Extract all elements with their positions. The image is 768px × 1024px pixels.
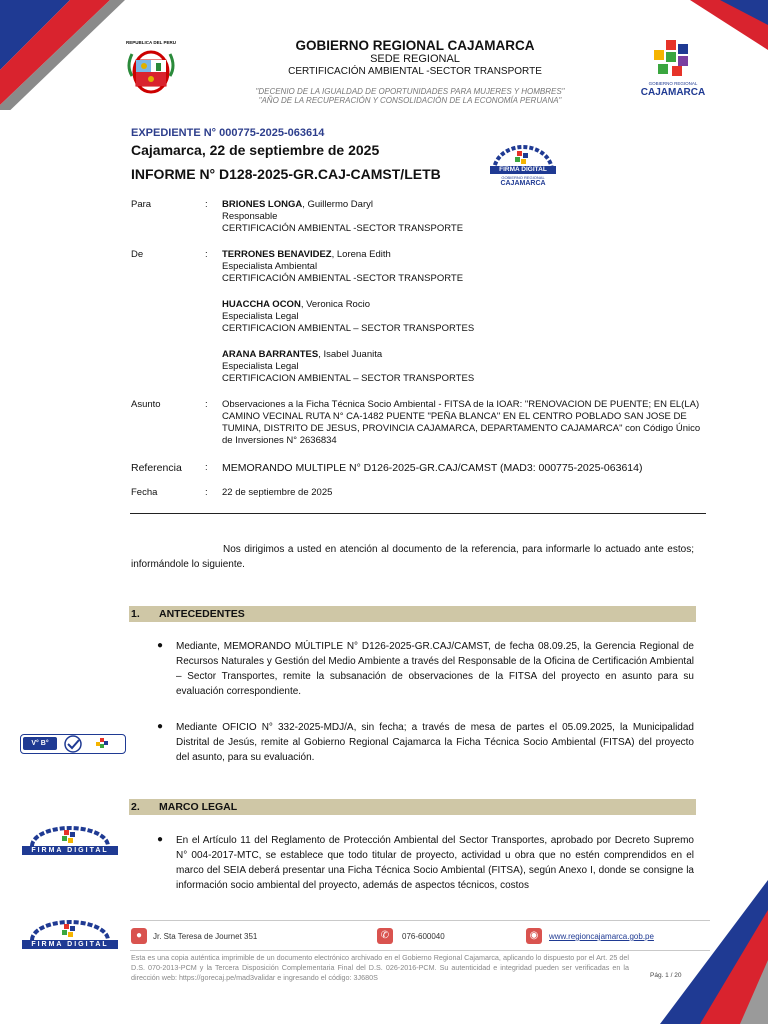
de3-role: Especialista Legal [222, 361, 299, 372]
city-date: Cajamarca, 22 de septiembre de 2025 [131, 142, 380, 158]
de3-office: CERTIFICACION AMBIENTAL – SECTOR TRANSPORTES [222, 373, 475, 384]
peru-logo-text: REPUBLICA DEL PERU [125, 40, 176, 45]
de1-name: TERRONES BENAVIDEZ [222, 249, 332, 260]
peru-coat-of-arms-logo [120, 36, 182, 98]
de-block-1 [222, 249, 712, 285]
firma-side-label: FIRMA DIGITAL [31, 847, 109, 854]
para-given: , Guillermo Daryl [302, 199, 373, 210]
de3-name: ARANA BARRANTES [222, 349, 319, 360]
de-block-2 [222, 299, 712, 335]
de-block-3 [222, 349, 712, 385]
header-office: CERTIFICACIÓN AMBIENTAL -SECTOR TRANSPORTE [288, 66, 542, 77]
de2-given: , Veronica Rocio [300, 299, 370, 310]
firma-badge-label: FIRMA DIGITAL [499, 166, 547, 173]
location-pin-icon: ● [131, 928, 147, 944]
footer-website-link[interactable]: www.regioncajamarca.gob.pe [549, 932, 654, 941]
firma-digital-badge [486, 141, 560, 193]
asunto-colon: : [205, 399, 208, 410]
bullet-icon: ● [157, 834, 164, 845]
de2-role: Especialista Legal [222, 311, 299, 322]
de3-given: , Isabel Juanita [318, 349, 383, 360]
para-office: CERTIFICACIÓN AMBIENTAL -SECTOR TRANSPORTE [222, 223, 464, 234]
bullet-icon: ● [157, 640, 164, 651]
header-divider [130, 513, 706, 514]
asunto-text: Observaciones a la Ficha Técnica Socio Ambiental - FITSA de la IOAR: "RENOVACION DE PUENTE; EN EL(LA) CAMINO VECINAL RUTA N° CA-1482 PUENTE "PEÑA BLANCA" EN EL CENTRO POBLADO SAN JOSE DE TUMINA, DISTRITO DE JESUS, PROVINCIA CAJAMARCA, DEPARTAMENTO CAJAMARCA" con Código Único de Inversiones N° 2636834 [222, 399, 701, 446]
region-logo-name: CAJAMARCA [640, 87, 706, 98]
bottom-right-stripes [640, 880, 768, 1024]
fecha-label: Fecha [131, 487, 158, 498]
fecha-text: 22 de septiembre de 2025 [222, 487, 333, 498]
de-label: De [131, 249, 144, 260]
checkmark-seal-icon [61, 735, 85, 753]
globe-icon: ◉ [526, 928, 542, 944]
vb-stamp [20, 734, 126, 754]
page-number: Pág. 1 / 20 [650, 972, 682, 979]
antecedente-1: Mediante, MEMORANDO MÚLTIPLE N° D126-2025-GR.CAJ/CAMST, de fecha 08.09.25, la Gerencia Regional de Recursos Naturales y Gestión del Medio Ambiente a través del Responsable de la Oficina de Certificación Ambiental – Sector Transportes, remite la subsanación de observaciones de la FITSA del proyecto en asunto para su evaluación correspondiente. [176, 641, 694, 697]
section-antecedentes [129, 606, 696, 622]
firma-digital-side-badge [18, 822, 122, 858]
motto-line-1: "DECENIO DE LA IGUALDAD DE OPORTUNIDADES PARA MUJERES Y HOMBRES" [255, 87, 565, 96]
region-logo-small-text: GOBIERNO REGIONAL [648, 81, 698, 86]
section2-title: MARCO LEGAL [159, 801, 238, 813]
para-colon: : [205, 199, 208, 210]
asunto-label: Asunto [131, 399, 161, 410]
header-subtitle: SEDE REGIONAL [370, 53, 460, 65]
de1-given: , Lorena Edith [331, 249, 391, 260]
section1-title: ANTECEDENTES [159, 608, 245, 620]
de2-office: CERTIFICACION AMBIENTAL – SECTOR TRANSPORTES [222, 323, 475, 334]
top-left-stripes [0, 0, 140, 110]
top-right-stripes [690, 0, 768, 60]
para-label: Para [131, 199, 152, 210]
expediente-number: EXPEDIENTE N° 000775-2025-063614 [131, 127, 325, 139]
antecedente-2: Mediante OFICIO N° 332-2025-MDJ/A, sin fecha; a través de mesa de partes el 05.09.2025, la Municipalidad Distrital de Jesús, remite al Gobierno Regional Cajamarca la Ficha Técnica Socio Ambiental (FITSA) del proyecto del asunto, para su evaluación. [176, 722, 694, 763]
phone-icon: ✆ [377, 928, 393, 944]
marco-legal-1: En el Artículo 11 del Reglamento de Protección Ambiental del Sector Transportes, aprobado por Decreto Supremo N° 004-2017-MTC, se establece que todo titular de proyecto, actividad u obra que no estén comprendidos en el marco del SEIA deberá presentar una Ficha Técnica Socio Ambiental (FITSA), según Anexo I, donde se consigne la información socio ambiental del proyecto, además de aspectos técnicos, costos [176, 835, 694, 891]
region-mini-icon [95, 738, 109, 750]
firma-badge-region: CAJAMARCA [500, 180, 546, 187]
de1-office: CERTIFICACIÓN AMBIENTAL -SECTOR TRANSPORTE [222, 273, 464, 284]
referencia-text: MEMORANDO MULTIPLE N° D126-2025-GR.CAJ/CAMST (MAD3: 000775-2025-063614) [222, 462, 643, 474]
cajamarca-region-logo [648, 38, 698, 80]
referencia-label: Referencia [131, 462, 182, 474]
footer-divider [130, 920, 710, 921]
firma-footer-label: FIRMA DIGITAL [31, 941, 109, 948]
de-colon: : [205, 249, 208, 260]
header-title: GOBIERNO REGIONAL CAJAMARCA [295, 38, 535, 53]
informe-number: INFORME N° D128-2025-GR.CAJ-CAMST/LETB [131, 166, 441, 182]
para-name: BRIONES LONGA [222, 199, 303, 210]
authenticity-disclaimer: Esta es una copia auténtica imprimible de un documento electrónico archivado en el Gobierno Regional Cajamarca, aplicando lo dispuesto por el Art. 25 del D.S. 070-2013-PCM y la Tercera Disposición Complementaria Final del D.S. 026-2016-PCM. Su autenticidad e integridad pueden ser verificadas en la dirección web: https://gorecaj.pe/mad3validar e ingresando el código: 3J680S [131, 953, 629, 982]
firma-badge-sub: GOBIERNO REGIONAL [501, 175, 545, 180]
bullet-icon: ● [157, 721, 164, 732]
vb-label: V° B° [23, 737, 57, 750]
para-block [222, 199, 712, 235]
fecha-colon: : [205, 487, 208, 498]
referencia-colon: : [205, 462, 208, 473]
de1-role: Especialista Ambiental [222, 261, 318, 272]
firma-digital-footer-badge [18, 916, 122, 952]
section-marco-legal [129, 799, 696, 815]
footer-address: Jr. Sta Teresa de Journet 351 [153, 932, 258, 941]
intro-paragraph: Nos dirigimos a usted en atención al documento de la referencia, para informarle lo actuado ante estos; informándole lo siguiente. [131, 544, 694, 570]
de2-name: HUACCHA OCON [222, 299, 301, 310]
section2-number: 2. [131, 801, 140, 813]
footer-divider-2 [130, 950, 710, 951]
section1-number: 1. [131, 608, 140, 620]
para-role: Responsable [222, 211, 278, 222]
footer-phone: 076-600040 [402, 932, 445, 941]
motto-line-2: "AÑO DE LA RECUPERACIÓN Y CONSOLIDACIÓN DE LA ECONOMÍA PERUANA" [258, 96, 562, 105]
